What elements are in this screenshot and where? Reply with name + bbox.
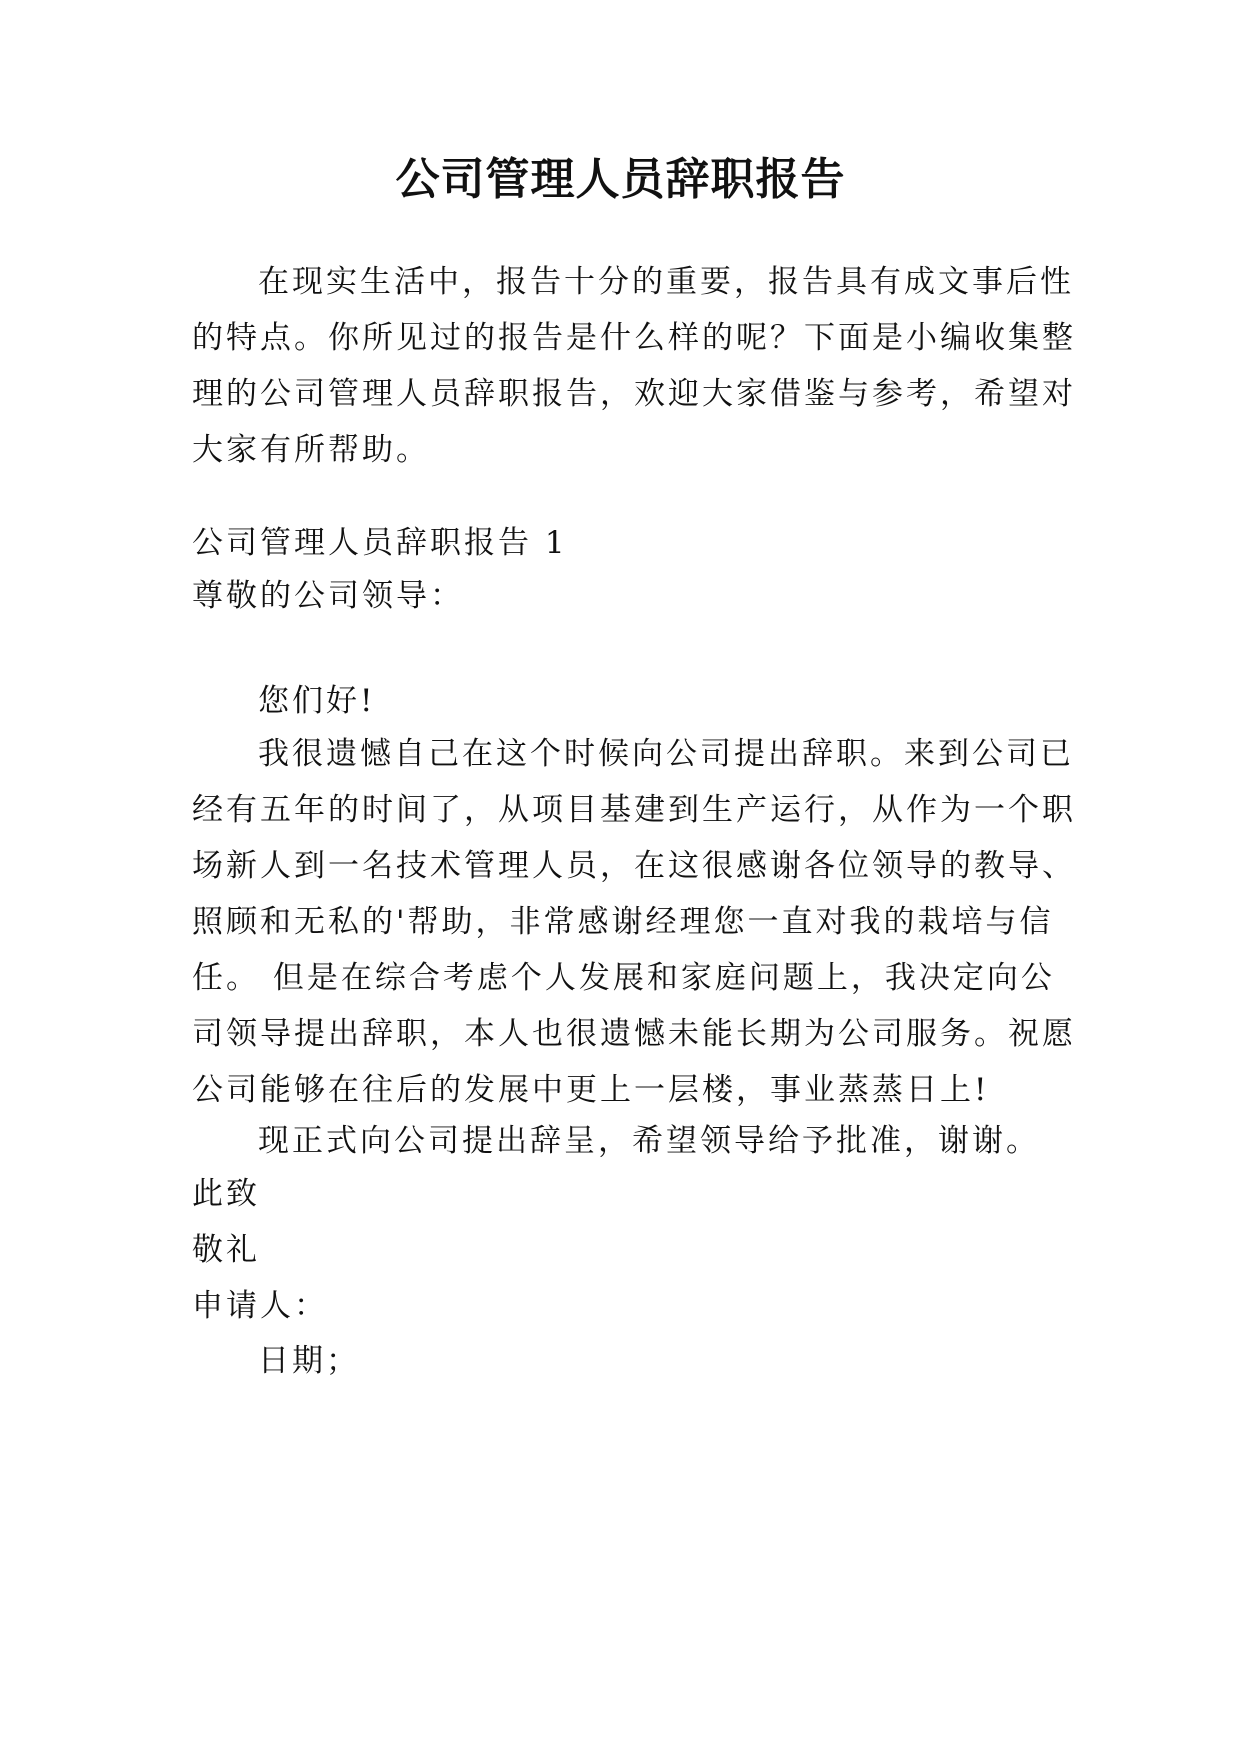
date-label: 日期； <box>258 1343 360 1379</box>
body-line: 公司能够在往后的发展中更上一层楼，事业蒸蒸日上! <box>192 1072 990 1108</box>
salutation: 尊敬的公司领导： <box>192 578 464 614</box>
section-heading: 公司管理人员辞职报告 1 <box>192 525 568 561</box>
body-line: 照顾和无私的'帮助，非常感谢经理您一直对我的栽培与信 <box>192 904 1054 940</box>
intro-line: 大家有所帮助。 <box>192 432 430 468</box>
body-line: 任。 但是在综合考虑个人发展和家庭问题上，我决定向公 <box>192 960 1055 996</box>
closing-request: 现正式向公司提出辞呈，希望领导给予批准，谢谢。 <box>258 1123 1040 1159</box>
greeting: 您们好! <box>258 683 376 719</box>
body-line: 我很遗憾自己在这个时候向公司提出辞职。来到公司已 <box>258 736 1074 772</box>
body-paragraph <box>192 726 1076 1118</box>
intro-line: 在现实生活中，报告十分的重要，报告具有成文事后性 <box>258 264 1074 300</box>
intro-line: 理的公司管理人员辞职报告，欢迎大家借鉴与参考，希望对 <box>192 376 1076 412</box>
intro-line: 的特点。你所见过的报告是什么样的呢？下面是小编收集整 <box>192 320 1076 356</box>
closing-phrase-2: 敬礼 <box>192 1232 260 1268</box>
body-line: 经有五年的时间了，从项目基建到生产运行，从作为一个职 <box>192 792 1076 828</box>
closing-phrase-1: 此致 <box>192 1176 260 1212</box>
body-line: 场新人到一名技术管理人员，在这很感谢各位领导的教导、 <box>192 848 1076 884</box>
document-title: 公司管理人员辞职报告 <box>395 154 846 205</box>
intro-paragraph <box>192 254 1076 478</box>
body-line: 司领导提出辞职，本人也很遗憾未能长期为公司服务。祝愿 <box>192 1016 1076 1052</box>
applicant-label: 申请人： <box>192 1288 328 1324</box>
